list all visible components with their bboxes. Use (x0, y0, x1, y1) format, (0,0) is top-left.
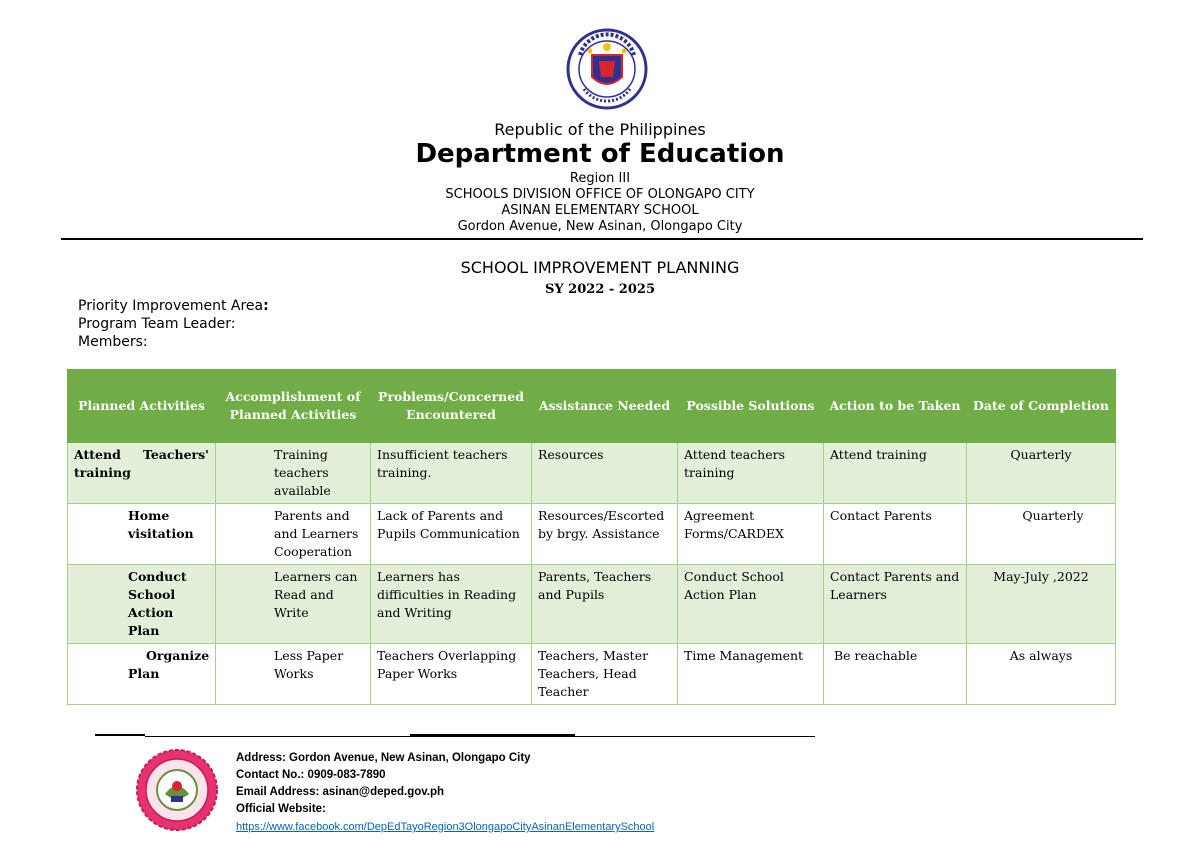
table-cell: Resources/Escorted by brgy. Assistance (532, 504, 678, 565)
table-cell: Training teachers available (216, 443, 371, 504)
footer-contact: Contact No.: 0909-083-7890 (236, 769, 386, 781)
table-cell: Teachers Overlapping Paper Works (371, 644, 532, 705)
table-cell: Learners has difficulties in Reading and Writing (371, 565, 532, 644)
division-heading: SCHOOLS DIVISION OFFICE OF OLONGAPO CITY (445, 187, 755, 202)
table-cell: Organize Plan (68, 644, 216, 705)
footer-divider (410, 734, 575, 736)
table-cell: Conduct School Action Plan (68, 565, 216, 644)
school-seal-logo (135, 748, 219, 832)
table-header-row (68, 370, 1116, 443)
table-cell: Lack of Parents and Pupils Communication (371, 504, 532, 565)
department-heading: Department of Education (415, 139, 785, 169)
table-row (68, 443, 1116, 504)
table-cell: May-July ,2022 (967, 565, 1116, 644)
table-cell: Attend Teachers' training (68, 443, 216, 504)
table-cell: Quarterly (967, 504, 1116, 565)
table-cell: Resources (532, 443, 678, 504)
column-header: Planned Activities (68, 370, 216, 443)
school-address-heading: Gordon Avenue, New Asinan, Olongapo City (457, 219, 743, 234)
table-cell: As always (967, 644, 1116, 705)
footer-website-label: Official Website: (236, 803, 326, 815)
table-cell: Learners can Read and Write (216, 565, 371, 644)
republic-heading: Republic of the Philippines (494, 120, 706, 139)
column-header: Accomplishment of Planned Activities (216, 370, 371, 443)
table-cell: Contact Parents (824, 504, 967, 565)
table-cell: Insufficient teachers training. (371, 443, 532, 504)
column-header: Possible Solutions (678, 370, 824, 443)
column-header: Date of Completion (967, 370, 1116, 443)
column-header: Action to be Taken (824, 370, 967, 443)
school-heading: ASINAN ELEMENTARY SCHOOL (501, 203, 699, 218)
table-row (68, 565, 1116, 644)
table-cell: Home visitation (68, 504, 216, 565)
footer-divider (145, 736, 815, 737)
team-leader-label: Program Team Leader: (78, 316, 236, 332)
footer-website-link[interactable]: https://www.facebook.com/DepEdTayoRegion3OlongapoCityAsinanElementarySchool (236, 821, 655, 833)
column-header: Problems/Concerned Encountered (371, 370, 532, 443)
footer-divider (95, 734, 145, 736)
table-cell: Less Paper Works (216, 644, 371, 705)
table-cell: Attend training (824, 443, 967, 504)
members-label: Members: (78, 334, 148, 350)
table-cell: Teachers, Master Teachers, Head Teacher (532, 644, 678, 705)
improvement-plan-table (67, 369, 1116, 705)
school-year: SY 2022 - 2025 (544, 282, 655, 297)
priority-area-label: Priority Improvement Area: (78, 298, 269, 314)
table-cell: Agreement Forms/CARDEX (678, 504, 824, 565)
column-header: Assistance Needed (532, 370, 678, 443)
table-cell: Contact Parents and Learners (824, 565, 967, 644)
table-cell: Quarterly (967, 443, 1116, 504)
table-cell: Be reachable (824, 644, 967, 705)
document-title: SCHOOL IMPROVEMENT PLANNING (460, 258, 740, 277)
footer-email: Email Address: asinan@deped.gov.ph (236, 786, 445, 798)
table-cell: Attend teachers training (678, 443, 824, 504)
deped-seal-logo (566, 25, 648, 113)
table-cell: Time Management (678, 644, 824, 705)
table-cell: Parents, Teachers and Pupils (532, 565, 678, 644)
table-row (68, 504, 1116, 565)
region-heading: Region III (569, 171, 631, 186)
table-cell: Parents and and Learners Cooperation (216, 504, 371, 565)
table-row (68, 644, 1116, 705)
table-cell: Conduct School Action Plan (678, 565, 824, 644)
header-divider (61, 238, 1143, 240)
footer-address: Address: Gordon Avenue, New Asinan, Olongapo City (236, 752, 531, 764)
